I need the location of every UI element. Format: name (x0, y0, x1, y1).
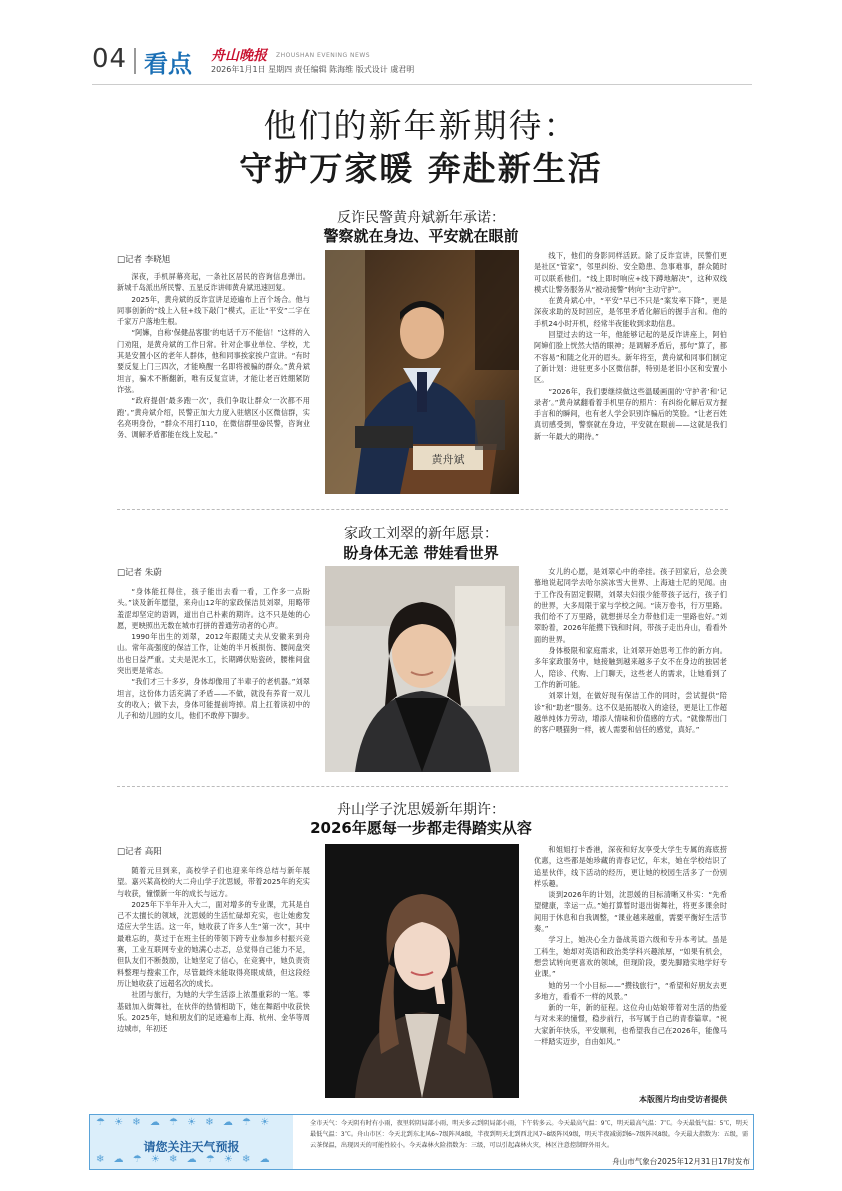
page-number: 04 (92, 44, 128, 74)
paragraph: “我们才三十多岁，身体却像用了半辈子的老机器。”刘翠坦言，这份体力活充满了矛盾——不做，就没有养育一双儿女的收入；做下去，身体可能提前垮掉。肩上扛着读初中的儿子和幼儿园的女儿，他们不敢停下脚步。 (117, 677, 310, 721)
paragraph: 和姐姐打卡香港，深夜和好友享受大学生专属的海底捞优惠，这些都是她珍藏的青春记忆，年末，她在学校结识了追星伙伴，线下活动的经历，更让她的校园生活多了一份别样乐趣。 (534, 845, 727, 888)
paragraph: 社团与旅行，为她的大学生活添上浓墨重彩的一笔。零基础加入街舞社，在伙伴的热情相助下，她在舞蹈中收获快乐。2025年，她和朋友们的足迹遍布上海、杭州、金华等周边城市，年初还 (117, 990, 310, 1034)
paragraph: “政府提倡‘最多跑一次’，我们争取让群众‘一次都不用跑’。”黄舟斌介绍，民警正加大力度入驻辖区小区微信群，实名亮明身份，“群众不用打110，在微信群里@民警，咨询业务、调解矛盾都能在线上发起。” (117, 396, 310, 440)
section-title: 看点 (144, 49, 192, 78)
weather-icons-row-top: ☂ ☀ ❄ ☁ ☂ ☀ ❄ ☁ ☂ ☀ (96, 1117, 273, 1128)
name-plate-text: 黄舟斌 (431, 453, 465, 466)
paragraph: 1990年出生的刘翠，2012年跟随丈夫从安徽来到舟山。常年高强度的保洁工作，让她的半月板损伤、腰间盘突出也日益严重。丈夫是泥水工，长期蹲伏贴瓷砖，腰椎间盘突出更是常态。 (117, 632, 310, 676)
paragraph: 在黄舟斌心中，“平安”早已不只是“案发率下降”，更是深夜求助的及时回应，是邻里矛盾化解后的握手言和。他的手机24小时开机，经常半夜能收到求助信息。 (534, 296, 727, 328)
weather-icons-row-bottom: ❄ ☁ ☂ ☀ ❄ ☁ ☂ ☀ ❄ ☁ (96, 1154, 273, 1165)
paragraph: 2025年下半年升入大二，面对增多的专业课，尤其是自己不太擅长的领域，沈思媛的生活忙碌却充实，也让她愈发适应大学生活。这一年，她收获了许多人生“第一次”，其中最难忘的，莫过于在班主任的带领下跨专业参加乡村振兴竞赛，工业互联网专业的她满心忐忑，总觉得自己能力不足，但队友们不断鼓励，让她坚定了信心，在竞赛中，她负责资料整理与搜索工作，尽管最终未能取得亮眼成绩，但这段经历让她收获了远超名次的成长。 (117, 899, 310, 988)
section-divider (117, 509, 728, 510)
paragraph: “2026年，我们要继续做这些温暖画面的‘守护者’和‘记录者’。”黄舟斌翻看着手机里存的照片：有纠纷化解后双方握手言和的瞬间，也有老人学会识别诈骗后的笑脸。“让老百姓真切感受到，警察就在身边，平安就在眼前——这就是我们新一年最大的期待。” (534, 386, 727, 441)
paragraph: 谈到2026年的计划，沈思媛的目标清晰又朴实：“先希望健康，幸运一点。”她打算暂时退出街舞社，将更多课余时间用于休息和自我调整，“课业越来越重，需要平衡好生活节奏。” (534, 890, 727, 934)
masthead-divider (134, 48, 136, 74)
story3-right-column (534, 844, 727, 1047)
paragraph: 深夜，手机屏幕亮起，一条社区居民的咨询信息弹出。新城千岛派出所民警、五星反诈讲师黄舟斌迅速回复。 (117, 272, 310, 293)
student-portrait-image (325, 844, 519, 1098)
police-officer-at-lectern-image (325, 250, 519, 494)
weather-title: 请您关注天气预报 (143, 1140, 240, 1154)
paragraph: 学习上，她决心全力备战英语六级和专升本考试。虽是工科生，她却对英语和政治类学科兴趣浓厚，“如果有机会，想尝试转向更喜欢的领域，但现阶段，要先脚踏实地学好专业课。” (534, 935, 727, 979)
photo-credit: 本版图片均由受访者提供 (639, 1095, 727, 1104)
story2-byline: □记者 朱蔚 (117, 568, 162, 578)
story2-right-column (534, 566, 727, 735)
story3-left-column (117, 865, 310, 1034)
story3-byline: □记者 高阳 (117, 847, 162, 857)
story3-headline: 2026年愿每一步都走得踏实从容 (310, 819, 532, 837)
paragraph: 刘翠计划，在做好现有保洁工作的同时，尝试提供“陪诊”和“助老”服务。这不仅是拓展收入的途径，更是让工作超越单纯体力劳动，增添人情味和价值感的方式。“就像帮出门的客户喂猫狗一样，被人需要和信任的感觉，真好。” (534, 691, 727, 735)
story1-byline: □记者 李晓旭 (117, 255, 171, 265)
section-divider (117, 786, 728, 787)
weather-forecast-text: 全市天气：今天阴有时有小雨，夜里转阴局部小雨，明天多云到阴局部小雨，下午转多云。今天最高气温：9℃，明天最高气温：7℃。今天最低气温：5℃，明天最低气温：3℃。舟山市区：今天北到东北风6~7级阵风8级，半夜到明天北到西北风7~8级阵风9级，明天半夜减弱到6~7级阵风8级。今天最大指数为：五级，需云茶保温，出现因天的可能性较小。今天森林火险指数为：三级，可以引起森林火灾，林区注意控制野外用火。 (310, 1120, 749, 1150)
paragraph: “身体能扛得住，孩子能出去看一看，工作多一点盼头。”谈及新年愿望，来舟山12年的家政保洁员刘翠，用略带羞涩却坚定的语调，道出自己朴素的期许。这不只是她的心愿，更映照出无数在城市打拼的普通劳动者的心声。 (117, 587, 310, 630)
paragraph: 2025年，黄舟斌的反诈宣讲足迹遍布上百个场合。他与同事创新的“线上入驻+线下敲门”模式，正让“平安”二字在千家万户落地生根。 (117, 294, 310, 327)
weather-source: 舟山市气象台2025年12月31日17时发布 (612, 1157, 750, 1166)
story2-kicker: 家政工刘翠的新年愿景： (344, 526, 498, 542)
story1-headline: 警察就在身边、平安就在眼前 (323, 227, 519, 245)
paragraph: 随着元旦到来，高校学子们也迎来年终总结与新年展望。嘉兴某高校的大二舟山学子沈思媛，带着2025年的充实与收获，憧憬新一年的成长与远方。 (117, 866, 310, 898)
paragraph: “阿嫲，自称‘保健品客服’的电话千万不能信！”这样的入门劝阻，是黄舟斌的工作日常。针对企事业单位、学校，尤其是安置小区的老年人群体，他和同事挨家挨户宣讲。“有时要反复上门三四次，才能唤醒一名即将被骗的群众。”黄舟斌坦言，骗术不断翻新，唯有反复宣讲，才能让老百姓绷紧防诈弦。 (117, 328, 310, 394)
story1-right-column (534, 250, 727, 442)
issue-credits: 2026年1月1日 星期四 责任编辑 陈海维 版式设计 虞君明 (211, 65, 415, 74)
paragraph: 女儿的心愿，是刘翠心中的牵挂。孩子回家后，总会羡慕地说起同学去哈尔滨冰雪大世界、上海迪士尼的见闻。由于工作没有固定假期，刘翠夫妇很少能带孩子远行，孩子们的世界，大多局限于家与学校之间。“读万卷书，行万里路。我们给不了万里路，就想拼尽全力带他们走一里路也好。”刘翠盼着，2026年能攒下钱和时间，带孩子走出舟山，看看外面的世界。 (534, 567, 727, 644)
story3-photo (325, 844, 519, 1098)
main-title-line1: 他们的新年新期待： (263, 106, 579, 145)
story1-left-column (117, 271, 310, 440)
story1-photo (325, 250, 519, 494)
story2-left-column (117, 586, 310, 722)
paragraph: 新的一年，新的征程。这位舟山姑娘带着对生活的热爱与对未来的憧憬，稳步前行，书写属于自己的青春篇章。“祝大家新年快乐，平安顺利，也希望我自己在2026年，能像马一样踏实迈步，自由如风。” (534, 1003, 727, 1047)
masthead-rule (92, 84, 752, 85)
story3-kicker: 舟山学子沈思媛新年期许： (337, 802, 505, 818)
story1-kicker: 反诈民警黄舟斌新年承诺： (337, 210, 505, 226)
newspaper-logo: 舟山晚报 (211, 48, 267, 64)
paragraph: 她的另一个小目标——“攒钱旅行”，“希望和好朋友去更多地方，看看不一样的风景。” (534, 980, 727, 1001)
story2-headline: 盼身体无恙 带娃看世界 (343, 544, 499, 562)
paragraph: 身体极限和家庭需求，让刘翠开始思考工作的新方向。多年家政服务中，她接触到越来越多子女不在身边的独居老人，陪诊、代购、上门聊天，这些老人的需求，让她看到了工作的新可能。 (534, 646, 727, 689)
newspaper-name-en: ZHOUSHAN EVENING NEWS (276, 52, 371, 59)
story2-photo (325, 566, 519, 772)
paragraph: 线下，他们的身影同样活跃。除了反诈宣讲，民警们更是社区“管家”，邻里纠纷、安全隐患、急事难事，群众随时可以联系他们。“线上即时响应+线下蹲地解决”，这种双线模式让警务服务从“被动接警”转向“主动守护”。 (534, 251, 727, 294)
paragraph: 回望过去的这一年，他能够记起的是反诈讲座上，阿伯阿婶们脸上恍然大悟的眼神；是调解矛盾后，那句“算了，都不容易”和随之化开的眉头。新年将至，黄舟斌和同事们制定了新计划：进驻更多小区微信群，特别是老旧小区和安置小区。 (534, 330, 727, 385)
main-title-line2: 守护万家暖 奔赴新生活 (239, 149, 603, 188)
domestic-worker-portrait-image (325, 566, 519, 772)
